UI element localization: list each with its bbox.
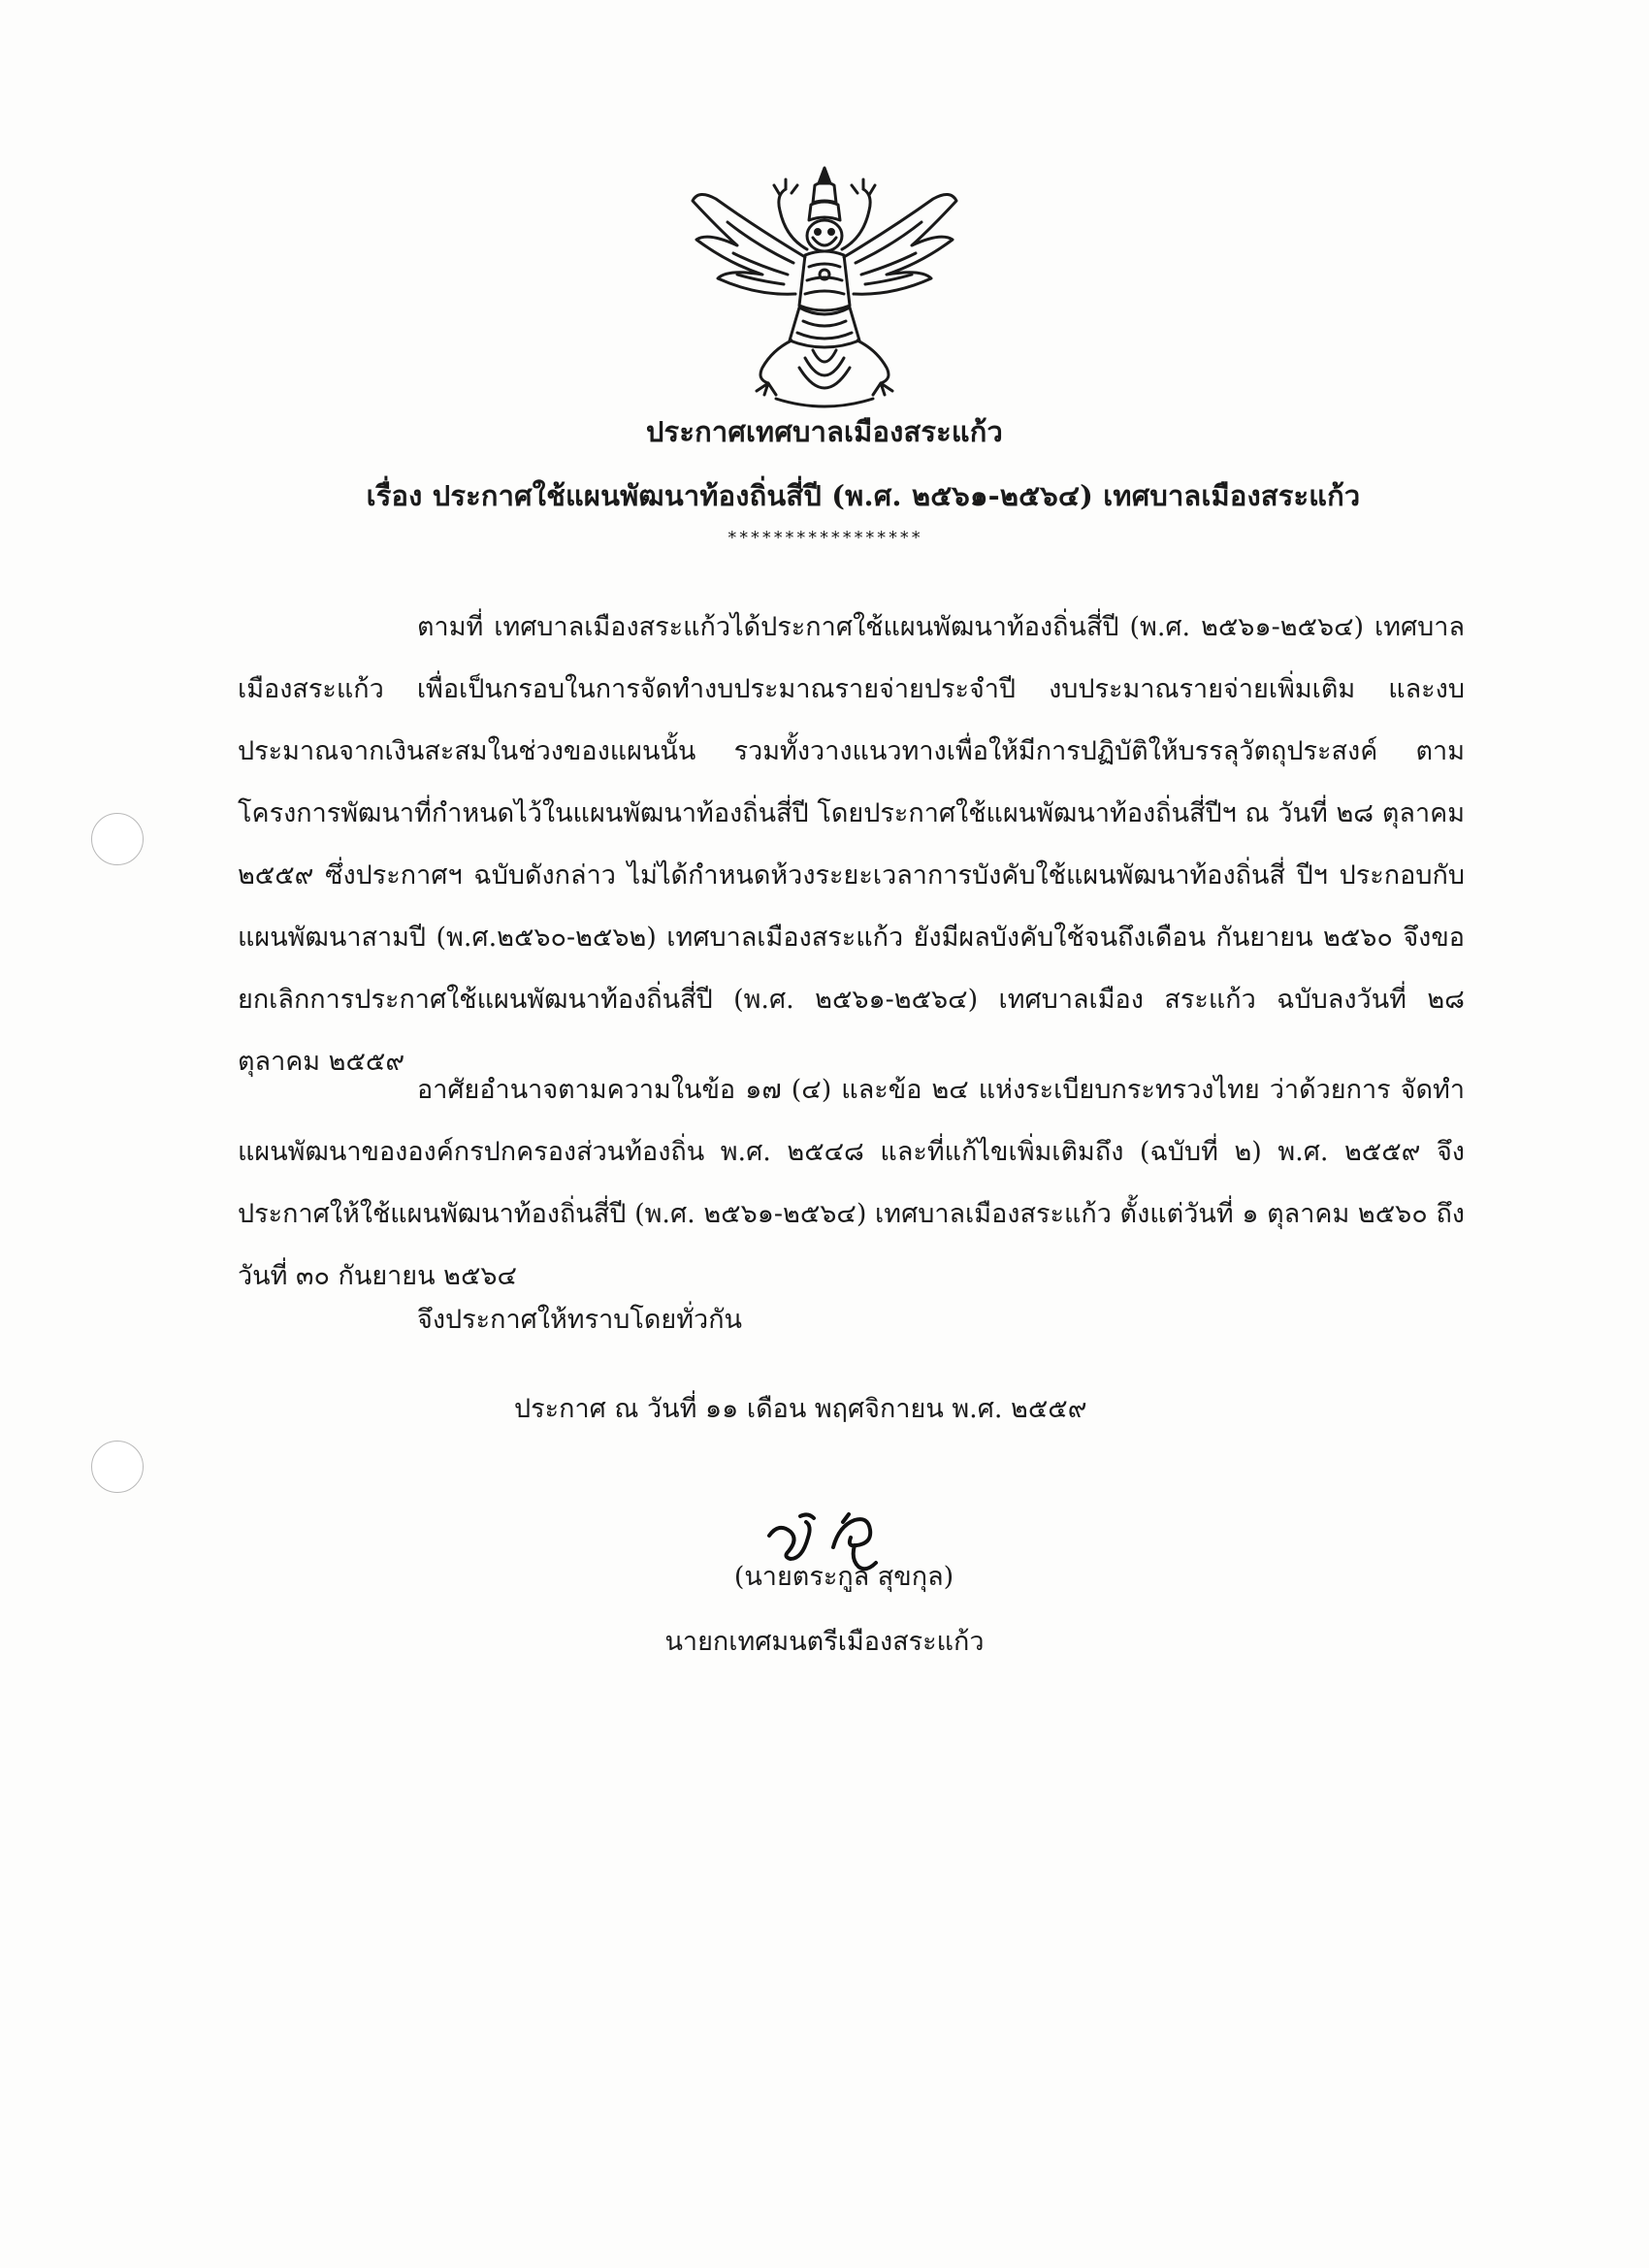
body-paragraph-1: ตามที่ เทศบาลเมืองสระแก้วได้ประกาศใช้แผนพัฒนาท้องถิ่นสี่ปี (พ.ศ. ๒๕๖๑-๒๕๖๔) เทศบาลเมืองสระแก้ว เพื่อเป็นกรอบในการจัดทำงบประมาณรายจ่ายประจำปี งบประมาณรายจ่ายเพิ่มเติม และงบประมาณจากเงินสะสมในช่วงของแผนนั้น รวมทั้งวางแนวทางเพื่อให้มีการปฏิบัติให้บรรลุวัตถุประสงค์ ตามโครงการพัฒนาที่กำหนดไว้ในแผนพัฒนาท้องถิ่นสี่ปี โดยประกาศใช้แผนพัฒนาท้องถิ่นสี่ปีฯ ณ วันที่ ๒๘ ตุลาคม ๒๕๕๙ ซึ่งประกาศฯ ฉบับดังกล่าว ไม่ได้กำหนดห้วงระยะเวลาการบังคับใช้แผนพัฒนาท้องถิ่นสี่ ปีฯ ประกอบกับแผนพัฒนาสามปี (พ.ศ.๒๕๖๐-๒๕๖๒) เทศบาลเมืองสระแก้ว ยังมีผลบังคับใช้จนถึงเดือน กันยายน ๒๕๖๐ จึงขอยกเลิกการประกาศใช้แผนพัฒนาท้องถิ่นสี่ปี (พ.ศ. ๒๕๖๑-๒๕๖๔) เทศบาลเมือง สระแก้ว ฉบับลงวันที่ ๒๘ ตุลาคม ๒๕๕๙ xyxy=(238,612,1465,1077)
punch-hole-top xyxy=(91,813,144,865)
announcement-title: ประกาศเทศบาลเมืองสระแก้ว xyxy=(645,415,1004,448)
announcement-date: ประกาศ ณ วันที่ ๑๑ เดือน พฤศจิกายน พ.ศ. ๒๕๕๙ xyxy=(514,1394,1087,1424)
announcement-subject: เรื่อง ประกาศใช้แผนพัฒนาท้องถิ่นสี่ปี (พ.ศ. ๒๕๖๑-๒๕๖๔) เทศบาลเมืองสระแก้ว xyxy=(366,479,1361,512)
body-paragraph-2: อาศัยอำนาจตามความในข้อ ๑๗ (๔) และข้อ ๒๔ แห่งระเบียบกระทรวงไทย ว่าด้วยการ จัดทำแผนพัฒนาขององค์กรปกครองส่วนท้องถิ่น พ.ศ. ๒๕๔๘ และที่แก้ไขเพิ่มเติมถึง (ฉบับที่ ๒) พ.ศ. ๒๕๕๙ จึงประกาศให้ใช้แผนพัฒนาท้องถิ่นสี่ปี (พ.ศ. ๒๕๖๑-๒๕๖๔) เทศบาลเมืองสระแก้ว ตั้งแต่วันที่ ๑ ตุลาคม ๒๕๖๐ ถึงวันที่ ๓๐ กันยายน ๒๕๖๔ xyxy=(238,1075,1465,1291)
closing-statement: จึงประกาศให้ทราบโดยทั่วกัน xyxy=(417,1305,742,1335)
signer-name: (นายตระกูล สุขกุล) xyxy=(733,1562,954,1592)
punch-hole-bottom xyxy=(91,1441,144,1493)
garuda-emblem-icon xyxy=(679,160,970,417)
separator-line: ***************** xyxy=(727,528,922,548)
signer-title: นายกเทศมนตรีเมืองสระแก้ว xyxy=(664,1627,985,1657)
